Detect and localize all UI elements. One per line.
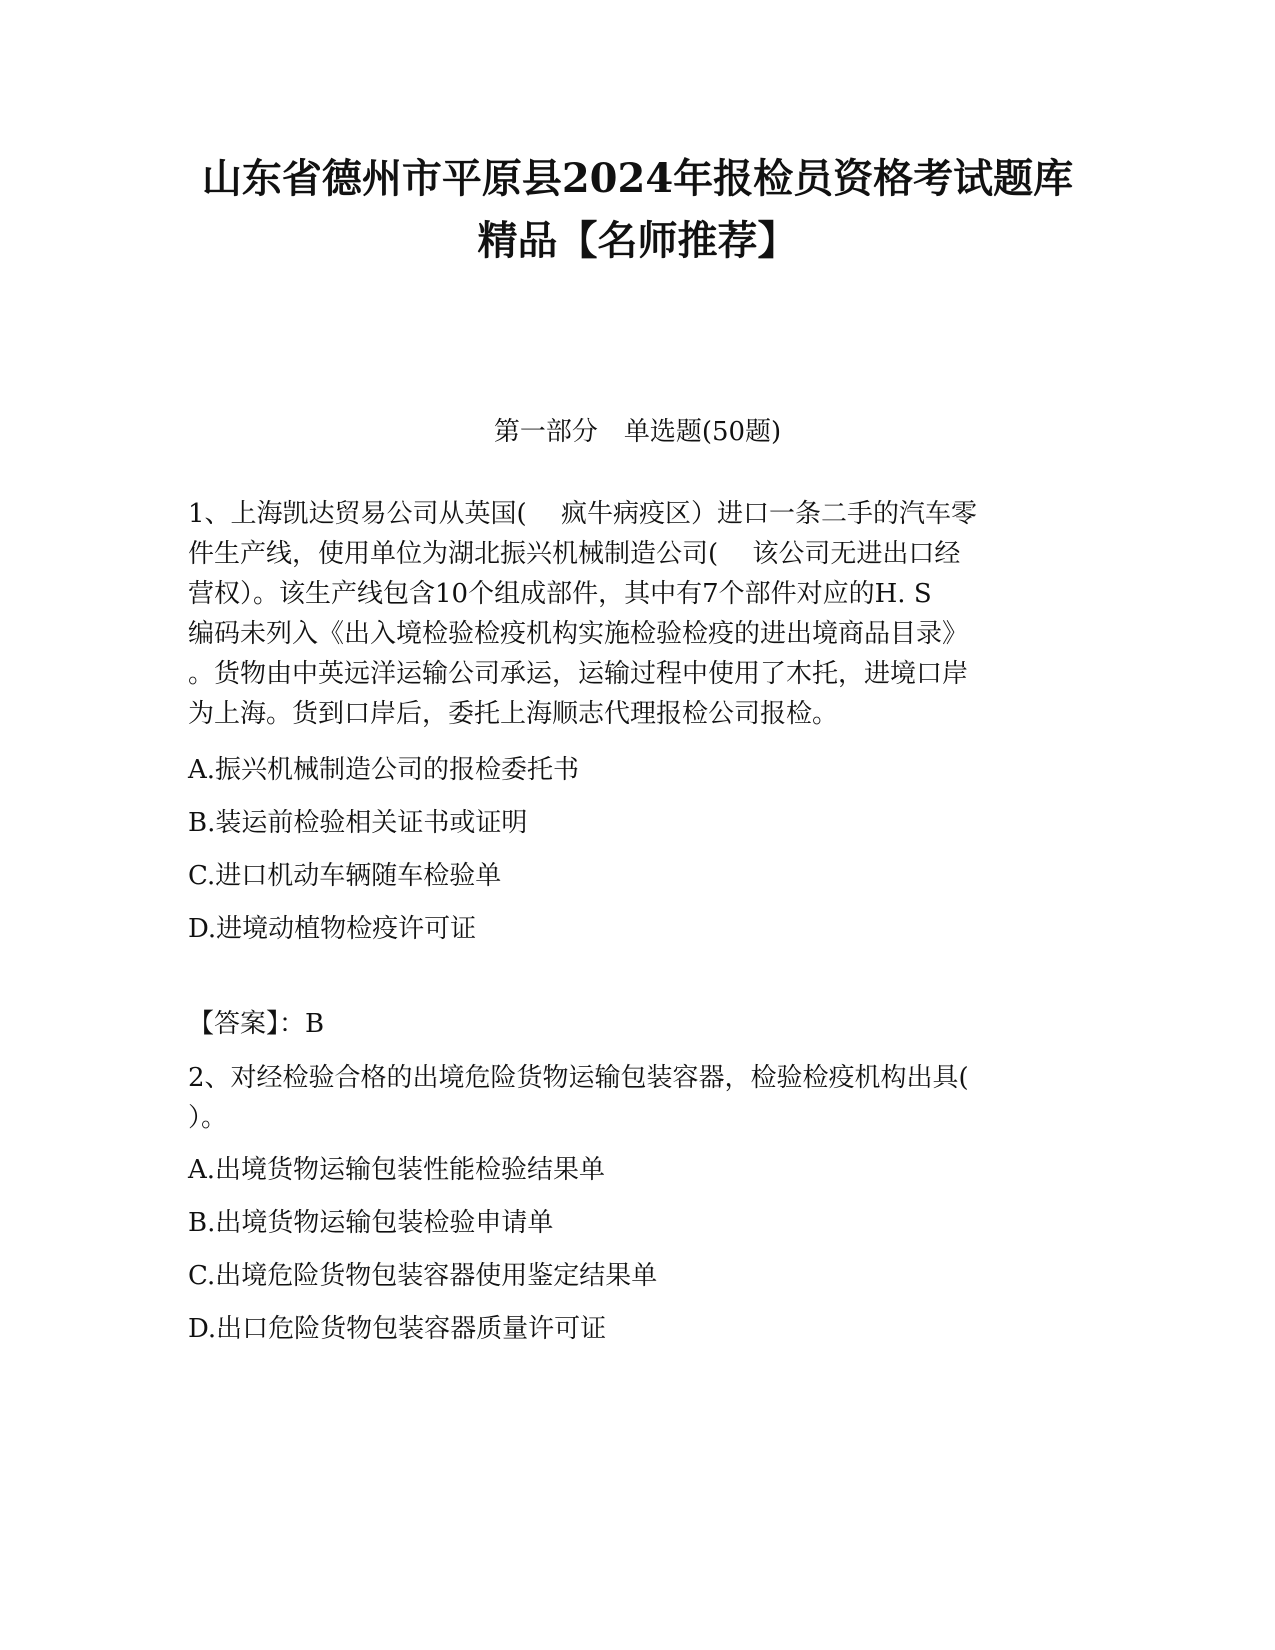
question-stem-line: 1、上海凯达贸易公司从英国( 疯牛病疫区）进口一条二手的汽车零 — [188, 499, 977, 529]
title-line-2: 精品【名师推荐】 — [477, 217, 798, 264]
question-stem-line: ）。 — [188, 1103, 228, 1133]
title-line-1: 山东省德州市平原县2024年报检员资格考试题库 — [201, 155, 1074, 202]
option-b: B.装运前检验相关证书或证明 — [188, 808, 528, 838]
question-stem-line: 编码未列入《出入境检验检疫机构实施检验检疫的进出境商品目录》 — [188, 619, 969, 649]
question-stem-line: 。货物由中英远洋运输公司承运，运输过程中使用了木托，进境口岸 — [188, 659, 969, 689]
question-stem-line: 营权）。该生产线包含10个组成部件，其中有7个部件对应的H. S — [188, 579, 932, 609]
question-stem-line: 为上海。货到口岸后，委托上海顺志代理报检公司报检。 — [188, 699, 839, 729]
question-stem-line: 件生产线，使用单位为湖北振兴机械制造公司( 该公司无进出口经 — [188, 539, 961, 569]
option-c: C.进口机动车辆随车检验单 — [188, 861, 502, 891]
answer-label: 【答案】：B — [188, 1009, 325, 1039]
option-a: A.振兴机械制造公司的报检委托书 — [188, 755, 580, 785]
question-stem-line: 2、对经检验合格的出境危险货物运输包装容器，检验检疫机构出具( — [188, 1063, 969, 1093]
option-c: C.出境危险货物包装容器使用鉴定结果单 — [188, 1261, 658, 1291]
option-d: D.进境动植物检疫许可证 — [188, 914, 477, 944]
section-heading: 第一部分 单选题(50题) — [493, 417, 782, 447]
option-d: D.出口危险货物包装容器质量许可证 — [188, 1314, 607, 1344]
document-title — [150, 148, 1125, 272]
option-b: B.出境货物运输包装检验申请单 — [188, 1208, 554, 1238]
option-a: A.出境货物运输包装性能检验结果单 — [188, 1155, 606, 1185]
